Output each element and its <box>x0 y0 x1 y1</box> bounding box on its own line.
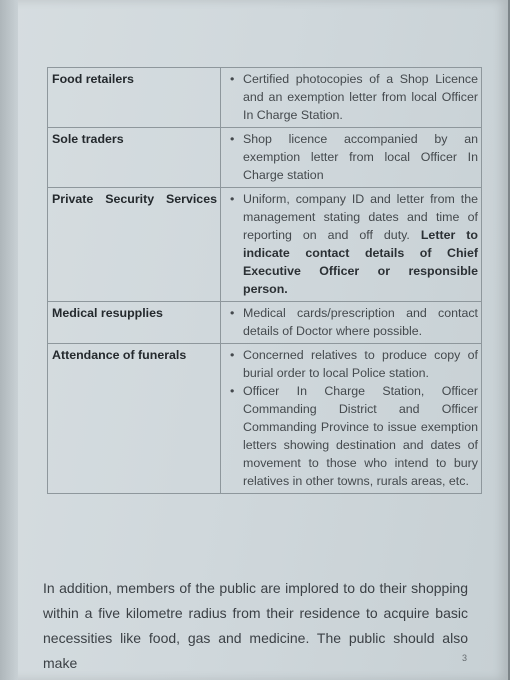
details-cell <box>221 302 482 344</box>
details-list <box>225 190 478 298</box>
list-item: • Officer In Charge Station, Officer Commanding District and Officer Commanding Province to issue exemption letters showing destination and dates of movement to those who intend to bury relatives in other towns, rurals areas, etc. <box>243 382 478 490</box>
details-cell <box>221 128 482 188</box>
details-list <box>225 304 478 340</box>
category-cell: Medical resupplies <box>48 302 221 344</box>
category-cell <box>48 188 221 302</box>
list-item: • Shop licence accompanied by an exemption letter from local Officer In Charge station <box>243 130 478 184</box>
page-binding-edge <box>0 0 18 680</box>
table-row <box>48 302 482 344</box>
category-cell: Food retailers <box>48 68 221 128</box>
details-cell <box>221 68 482 128</box>
category-label: Private Security Services <box>52 192 217 206</box>
category-cell: Attendance of funerals <box>48 344 221 494</box>
details-list <box>225 130 478 184</box>
details-list <box>225 346 478 490</box>
list-item: • Concerned relatives to produce copy of burial order to local Police station. <box>243 346 478 382</box>
list-item <box>243 190 478 298</box>
table-row <box>48 68 482 128</box>
details-cell <box>221 344 482 494</box>
list-item: • Certified photocopies of a Shop Licence and an exemption letter from local Officer In Charge Station. <box>243 70 478 124</box>
table-row <box>48 128 482 188</box>
table-row <box>48 188 482 302</box>
details-cell <box>221 188 482 302</box>
list-item: • Medical cards/prescription and contact details of Doctor where possible. <box>243 304 478 340</box>
body-paragraph: In addition, members of the public are implored to do their shopping within a five kilometre radius from their residence to acquire basic necessities like food, gas and medicine. The public should also make <box>43 580 468 671</box>
table-row <box>48 344 482 494</box>
details-list <box>225 70 478 124</box>
page-number: 3 <box>462 653 468 663</box>
requirements-table <box>47 67 482 494</box>
emphasis-text: Letter to indicate contact details of Chief Executive Officer or responsible person. <box>243 228 478 296</box>
category-cell: Sole traders <box>48 128 221 188</box>
list-item-text: Uniform, company ID and letter from the management stating dates and time of reporting on and off duty. <box>243 192 478 242</box>
